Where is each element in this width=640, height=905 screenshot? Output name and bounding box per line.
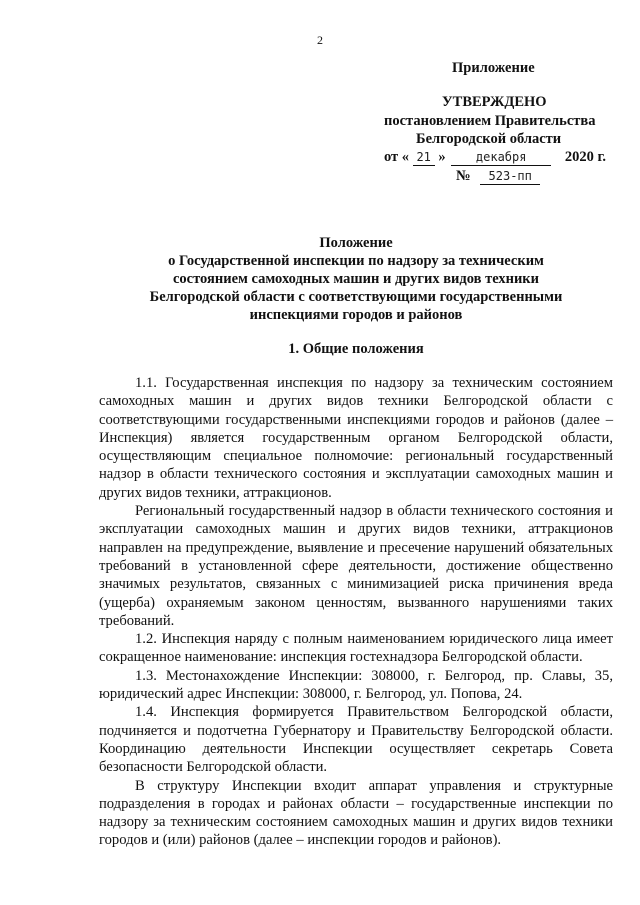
- document-body: [99, 374, 613, 850]
- paragraph: 1.4. Инспекция формируется Правительством Белгородской области, подчиняется и подотчетна Губернатору и Правительству Белгородской области. Координацию деятельности Инспекции осуществляет секретарь Совета безопасности Белгородской области.: [99, 704, 613, 776]
- approved-by: постановлением Правительства: [384, 113, 596, 129]
- title-line: о Государственной инспекции по надзору за техническим: [168, 253, 544, 269]
- date-year: 2020 г.: [564, 149, 607, 165]
- section-heading: 1. Общие положения: [288, 341, 424, 357]
- page-number: 2: [317, 33, 323, 47]
- paragraph: 1.1. Государственная инспекция по надзору за техническим состоянием самоходных машин и других видов техники Белгородской области с соответствующими государственными инспекциями городов и районов (далее – Инспекция) является государственным органом Белгородской области, осуществляющим специальное полномочие: региональный государственный надзор в области технического состояния и эксплуатации самоходных машин и других видов техники, аттракционов.: [99, 375, 613, 501]
- title-line: Положение: [319, 235, 393, 251]
- date-day: 21: [413, 150, 435, 166]
- appendix-label: Приложение: [452, 60, 535, 76]
- approval-date-line: [384, 147, 606, 167]
- number-prefix: №: [456, 168, 471, 184]
- paragraph: Региональный государственный надзор в области технического состояния и эксплуатации самоходных машин и других видов техники, аттракционов направлен на предупреждение, выявление и пресечение нарушений обязательных требований в установленной сфере деятельности, достижение общественно значимых результатов, связанных с минимизацией риска причинения вреда (ущерба) охраняемым законом ценностям, вызванного нарушениями таких требований.: [99, 503, 613, 629]
- approved-region: Белгородской области: [416, 131, 562, 147]
- title-line: инспекциями городов и районов: [249, 307, 463, 323]
- approval-number-line: [456, 166, 540, 186]
- title-line: Белгородской области с соответствующими государственными: [149, 289, 563, 305]
- resolution-number: 523-пп: [480, 169, 540, 185]
- paragraph: 1.3. Местонахождение Инспекции: 308000, г. Белгород, пр. Славы, 35, юридический адрес Инспекции: 308000, г. Белгород, ул. Попова, 24.: [99, 667, 613, 703]
- paragraph: В структуру Инспекции входит аппарат управления и структурные подразделения в городах и районах области – государственные инспекции по надзору за техническим состоянием самоходных машин и других видов техники городов и (или) районов (далее – инспекции городов и районов).: [99, 777, 613, 849]
- title-line: состоянием самоходных машин и других видов техники: [172, 271, 540, 287]
- date-prefix: от «: [384, 149, 410, 165]
- date-month: декабря: [451, 150, 551, 166]
- date-mid: »: [438, 149, 446, 165]
- paragraph: 1.2. Инспекция наряду с полным наименованием юридического лица имеет сокращенное наименование: инспекция гостехнадзора Белгородской области.: [99, 631, 613, 666]
- document-title: [100, 234, 612, 324]
- approved-stamp: УТВЕРЖДЕНО: [442, 94, 547, 110]
